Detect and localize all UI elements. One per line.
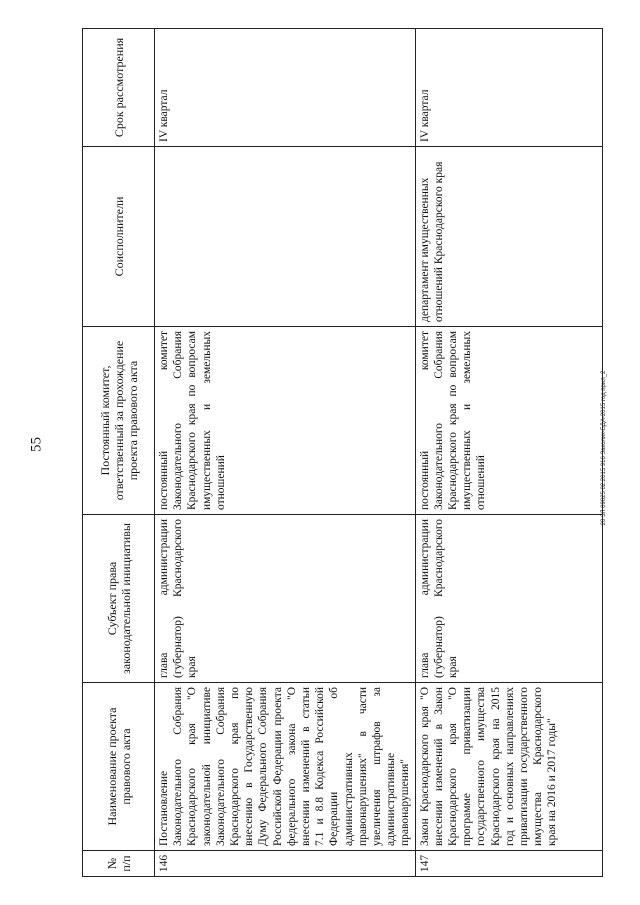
row-number: 146	[155, 851, 416, 877]
rotated-table-container	[82, 29, 597, 877]
page-number: 55	[28, 437, 45, 452]
header-number: № п/п	[83, 851, 155, 877]
row-committee: постоянный комитет Законодательного Собрания Краснодарского края по вопросам имущественных и земельных отношений	[415, 327, 602, 515]
table-row	[155, 29, 416, 877]
document-footer-code: 20 ЗЛ 09025 02.2015 916 Заколик-БДА-2015 год прил_2	[601, 370, 607, 526]
header-committee: Постоянный комитет, ответственный за прохождение проекта правового акта	[83, 327, 155, 515]
header-act-name: Наименование проекта правового акта	[83, 683, 155, 851]
row-initiative-subject: глава администрации (губернатор) Краснодарского края	[155, 515, 416, 683]
header-coexecutors: Соисполнители	[83, 147, 155, 327]
header-initiative-subject: Субъект права законодательной инициативы	[83, 515, 155, 683]
row-coexecutors	[155, 147, 416, 327]
row-act-name: Закон Краснодарского края "О внесении изменений в Закон Краснодарского края "О программе приватизации государственного имущества Краснодарского края на 2015 год и основных направлениях приватизации государственного имущества Краснодарского края на 2016 и 2017 годы"	[415, 683, 602, 851]
row-initiative-subject: глава администрации (губернатор) Краснодарского края	[415, 515, 602, 683]
row-term: IV квартал	[155, 29, 416, 147]
row-term: IV квартал	[415, 29, 602, 147]
row-committee: постоянный комитет Законодательного Собрания Краснодарского края по вопросам имущественных и земельных отношений	[155, 327, 416, 515]
row-act-name: Постановление Законодательного Собрания Краснодарского края "О законодательной инициативе Законодательного Собрания Краснодарского края по внесению в Государственную Думу Федерального Собрания Российской Федерации проекта федерального закона "О внесении изменений в статьи 7.1 и 8.8 Кодекса Российской Федерации об административных правонарушениях" в части увеличения штрафов за административные правонарушения"	[155, 683, 416, 851]
table-row	[415, 29, 602, 877]
row-coexecutors: департамент имущественных отношений Краснодарского края	[415, 147, 602, 327]
header-term: Срок рассмотрения	[83, 29, 155, 147]
table-header-row	[83, 29, 155, 877]
row-number: 147	[415, 851, 602, 877]
legislation-plan-table	[82, 28, 603, 877]
